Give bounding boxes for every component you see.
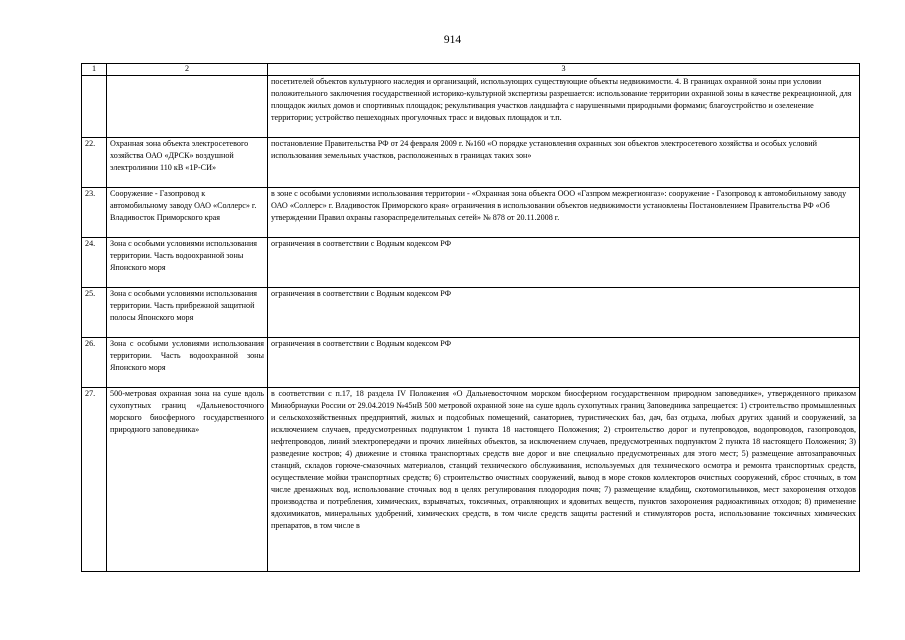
- row-number: 25.: [82, 288, 107, 338]
- table-row: [82, 138, 860, 188]
- row-number: [82, 76, 107, 138]
- table-header-row: [82, 64, 860, 76]
- zone-name: Зона с особыми условиями использования территории. Часть водоохранной зоны Японского моря: [107, 338, 268, 388]
- zone-name: Зона с особыми условиями использования территории. Часть прибрежной защитной полосы Японского моря: [107, 288, 268, 338]
- page-number: 914: [443, 34, 462, 46]
- zone-name: 500-метровая охранная зона на суше вдоль сухопутных границ «Дальневосточного морского биосферного государственного природного заповедника»: [107, 388, 268, 572]
- zone-name: Сооружение - Газопровод к автомобильному заводу ОАО «Соллерс» г. Владивосток Приморского края: [107, 188, 268, 238]
- restriction-text: постановление Правительства РФ от 24 февраля 2009 г. №160 «О порядке установления охранных зон объектов электросетевого хозяйства и особых условий использования земельных участков, расположенных в границах таких зон»: [268, 138, 860, 188]
- table-row: [82, 388, 860, 572]
- zone-name: [107, 76, 268, 138]
- restriction-text: посетителей объектов культурного наследия и организаций, использующих существующие объекты недвижимости. 4. В границах охранной зоны при условии положительного заключения государственной историко-культурной экспертизы разрешается: использование территории охранной зоны в качестве рекреационной, для площадок жилых домов и спортивных площадок; рекультивация участков ландшафта с нарушенными природными формами; благоустройство и озеленение территории; устройство пешеходных прогулочных трасс и видовых площадок и т.п.: [268, 76, 860, 138]
- zone-name: Охранная зона объекта электросетевого хозяйства ОАО «ДРСК» воздушной электролинии 110 кВ «1Р-СИ»: [107, 138, 268, 188]
- column-header-3: 3: [268, 64, 860, 76]
- column-header-1: 1: [82, 64, 107, 76]
- restriction-text: ограничения в соответствии с Водным кодексом РФ: [268, 288, 860, 338]
- column-header-2: 2: [107, 64, 268, 76]
- restrictions-table: [81, 63, 860, 572]
- restriction-text: в зоне с особыми условиями использования территории - «Охранная зона объекта ООО «Газпром межрегионгаз»: сооружение - Газопровод к автомобильному заводу ОАО «Соллерс» г. Владивосток Приморского края» ограничения в использовании объектов недвижимости установлены Постановлением Правительства РФ «Об утверждении Правил охраны газораспределительных сетей» № 878 от 20.11.2008 г.: [268, 188, 860, 238]
- table-row: [82, 76, 860, 138]
- table-row: [82, 238, 860, 288]
- table-row: [82, 288, 860, 338]
- table-row: [82, 338, 860, 388]
- row-number: 27.: [82, 388, 107, 572]
- row-number: 24.: [82, 238, 107, 288]
- table-row: [82, 188, 860, 238]
- restriction-text: ограничения в соответствии с Водным кодексом РФ: [268, 338, 860, 388]
- row-number: 26.: [82, 338, 107, 388]
- row-number: 23.: [82, 188, 107, 238]
- zone-name: Зона с особыми условиями использования территории. Часть водоохранной зоны Японского моря: [107, 238, 268, 288]
- restriction-text: ограничения в соответствии с Водным кодексом РФ: [268, 238, 860, 288]
- restriction-text-cell: [268, 388, 860, 572]
- row-number: 22.: [82, 138, 107, 188]
- restriction-text: в соответствии с п.17, 18 раздела IV Положения «О Дальневосточном морском биосферном государственном природном заповеднике», утвержденного приказом Минобрнауки России от 29.04.2019 №45нВ 500 метровой охранной зоне на суше вдоль сухопутных границ Заповедника запрещается: 1) строительство промышленных и сельскохозяйственных предприятий, жилых и подсобных помещений, санаториев, туристических баз, дач, баз отдыха, любых других зданий и сооружений, за исключением случаев, предусмотренных подпунктом 1 пункта 18 настоящего Положения; 2) строительство дорог и путепроводов, водопроводов, газопроводов, нефтепроводов, линий электропередачи и прочих линейных объектов, за исключением случаев, предусмотренных подпунктом 2 пункта 18 настоящего Положения; 3) разведение костров; 4) движение и стоянка транспортных средств вне дорог и вне специально предусмотренных для этого мест; 5) размещение автозаправочных станций, складов горюче-смазочных материалов, станций технического обслуживания, используемых для технического осмотра и ремонта транспортных средств, осуществление мойки транспортных средств; 6) строительство очистных сооружений, вывод в море стоков коллекторов очистных сооружений, сброс сточных, в том числе дренажных вод, использование сточных вод в целях регулирования плодородия почв; 7) размещение кладбищ, скотомогильников, мест захоронения отходов производства и потребления, химических, взрывчатых, токсичных, отравляющих и ядовитых веществ, пунктов захоронения радиоактивных отходов; 8) применение ядохимикатов, минеральных удобрений, химических средств, в том числе средств защиты растений и стимуляторов роста, использование токсичных химических препаратов, в том числе в: [271, 389, 856, 530]
